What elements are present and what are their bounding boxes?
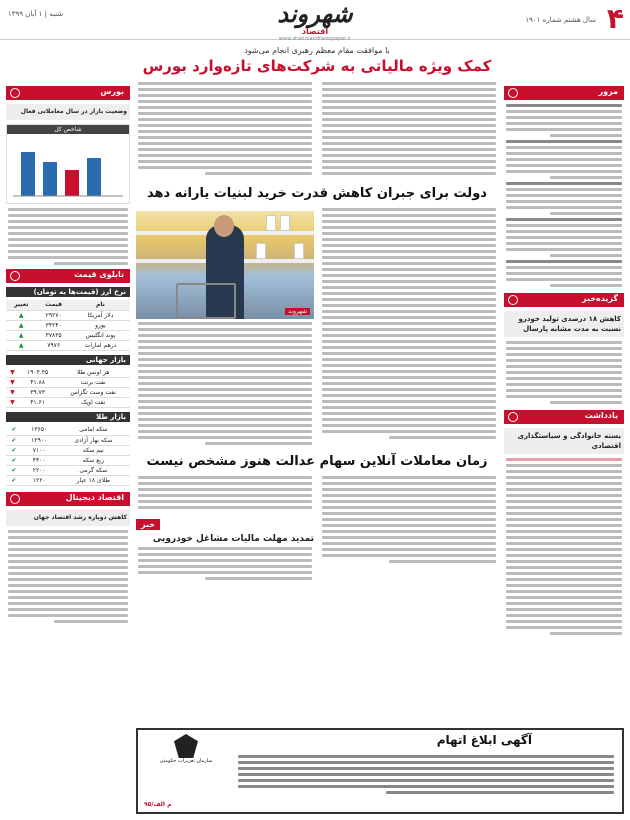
digital-highlight: کاهش دوباره رشد اقتصاد جهان — [6, 510, 130, 526]
article2-headline: دولت برای جبران کاهش قدرت خرید لبنیات یارانه دهد — [147, 186, 487, 201]
check-icon: ✔ — [6, 435, 22, 445]
chart-title: شاخص کل — [7, 125, 129, 134]
check-icon: ✔ — [6, 445, 22, 455]
news-title: تمدید مهلت مالیات مشاغل خودرویی — [152, 534, 314, 544]
bourse-chart — [6, 124, 130, 204]
logo-main: شهروند — [277, 0, 353, 28]
section-review: مرور — [504, 86, 624, 100]
ad-text — [236, 752, 616, 797]
table-row: سکه بهار آزادی ۱۲۹۰۰ ✔ — [6, 435, 130, 445]
bar-3 — [65, 170, 79, 196]
emblem-icon — [174, 734, 198, 758]
bourse-text — [6, 208, 130, 265]
masthead — [0, 0, 630, 40]
section-prices: تابلوی قیمت — [6, 269, 130, 283]
table-row: طلای ۱۸ عیار ۱۲۲۰ ✔ — [6, 475, 130, 485]
section-note: یادداشت — [504, 410, 624, 424]
logo-url: www.shahrvandnewspaper.ir — [279, 36, 351, 42]
issue-line: سال هشتم شماره ۱۹۰۱ — [525, 16, 596, 24]
bar-2 — [43, 162, 57, 196]
down-arrow-icon: ▼ — [6, 368, 19, 378]
up-arrow-icon: ▲ — [6, 330, 36, 340]
right-column — [504, 86, 624, 812]
world-table — [6, 368, 130, 409]
table-row: پوند انگلیس ۳۷۸۳۵ ▲ — [6, 330, 130, 340]
fx-header: نرخ ارز (قیمت‌ها به تومان) — [6, 287, 130, 297]
brief-highlight: کاهش ۱۸ درصدی تولید خودرو نسبت به مدت مشابه پارسال — [504, 311, 624, 337]
check-icon: ✔ — [6, 455, 22, 465]
down-arrow-icon: ▼ — [6, 398, 19, 408]
fx-table: نام قیمت تغییر دلار آمریکا ۲۹۲۷۰ ▲ یورو ۳۴۲۴۰ ▲ پوند انگلیس ۳۷۸۳۵ ▲ درهم امارات ۷۹۷۶ ▲ — [6, 300, 130, 351]
legal-notice-ad — [136, 728, 624, 814]
gold-table — [6, 425, 130, 486]
down-arrow-icon: ▼ — [6, 388, 19, 398]
up-arrow-icon: ▲ — [6, 320, 36, 330]
newspaper-logo — [240, 0, 390, 42]
section-digital: اقتصاد دیجیتال — [6, 492, 130, 506]
up-arrow-icon: ▲ — [6, 310, 36, 320]
review-text — [504, 104, 624, 287]
table-row: نیم سکه ۷۱۰۰ ✔ — [6, 445, 130, 455]
ad-logo — [144, 734, 228, 768]
bar-1 — [21, 152, 35, 196]
note-highlight: بسته خانوادگی و سیاستگذاری اقتصادی — [504, 428, 624, 454]
bar-4 — [87, 158, 101, 196]
world-header: بازار جهانی — [6, 355, 130, 365]
gold-header: بازار طلا — [6, 412, 130, 422]
article3-body — [136, 473, 498, 583]
digital-text — [6, 530, 130, 623]
brief-icon — [508, 295, 518, 305]
table-row: هر اونس طلا ۱۹۰۴.۳۵ ▼ — [6, 368, 130, 378]
table-row: نفت اوپک ۴۱.۶۱ ▼ — [6, 398, 130, 408]
article3-headline: زمان معاملات آنلاین سهام عدالت هنوز مشخص نیست — [146, 454, 488, 469]
down-arrow-icon: ▼ — [6, 378, 19, 388]
left-column — [6, 86, 130, 812]
photo-caption: شهروند — [285, 308, 310, 315]
section-bourse: بورس — [6, 86, 130, 100]
table-row: نفت برنت ۴۱.۸۸ ▼ — [6, 378, 130, 388]
check-icon: ✔ — [6, 425, 22, 435]
supermarket-photo — [136, 211, 314, 319]
page-number: ۴ — [606, 2, 624, 35]
ad-logo-text: سازمان تعزیرات حکومتی — [159, 758, 213, 764]
article1-headline: کمک ویژه مالیاتی به شرکت‌های تازه‌وارد بورس — [142, 57, 492, 75]
date-line: شنبه | ۱ آبان ۱۳۹۹ — [8, 10, 64, 18]
note-text — [504, 458, 624, 635]
check-icon: ✔ — [6, 465, 22, 475]
table-row: دلار آمریکا ۲۹۲۷۰ ▲ — [6, 310, 130, 320]
note-icon — [508, 412, 518, 422]
logo-sub: اقتصاد — [301, 27, 329, 36]
digital-icon — [10, 494, 20, 504]
brief-text — [504, 341, 624, 404]
up-arrow-icon: ▲ — [6, 340, 36, 350]
news-badge: خبر — [136, 519, 160, 530]
review-icon — [508, 88, 518, 98]
ad-title: آگهی ابلاغ اتهام — [436, 733, 532, 747]
shopping-cart — [176, 283, 236, 319]
prices-icon — [10, 271, 20, 281]
article1-kicker: با موافقت مقام معظم رهبری انجام می‌شود — [244, 46, 390, 55]
check-icon: ✔ — [6, 475, 22, 485]
main-content — [136, 44, 498, 814]
article2-body — [136, 205, 498, 448]
article1-body — [136, 79, 498, 178]
section-brief: گزیده‌خبر — [504, 293, 624, 307]
table-row: سکه گرمی ۲۲۰۰ ✔ — [6, 465, 130, 475]
bourse-subtitle: وضعیت بازار در سال معاملاتی فعال — [6, 104, 130, 120]
table-row: درهم امارات ۷۹۷۶ ▲ — [6, 340, 130, 350]
table-row: یورو ۳۴۲۴۰ ▲ — [6, 320, 130, 330]
bourse-icon — [10, 88, 20, 98]
table-row: سکه امامی ۱۳۶۵۰ ✔ — [6, 425, 130, 435]
ad-footer: م الف/۹۵ — [144, 801, 172, 808]
bourse-bar-chart — [7, 134, 129, 200]
table-row: نفت وست تگزاس ۳۹.۷۳ ▼ — [6, 388, 130, 398]
table-row: ربع سکه ۴۴۰۰ ✔ — [6, 455, 130, 465]
